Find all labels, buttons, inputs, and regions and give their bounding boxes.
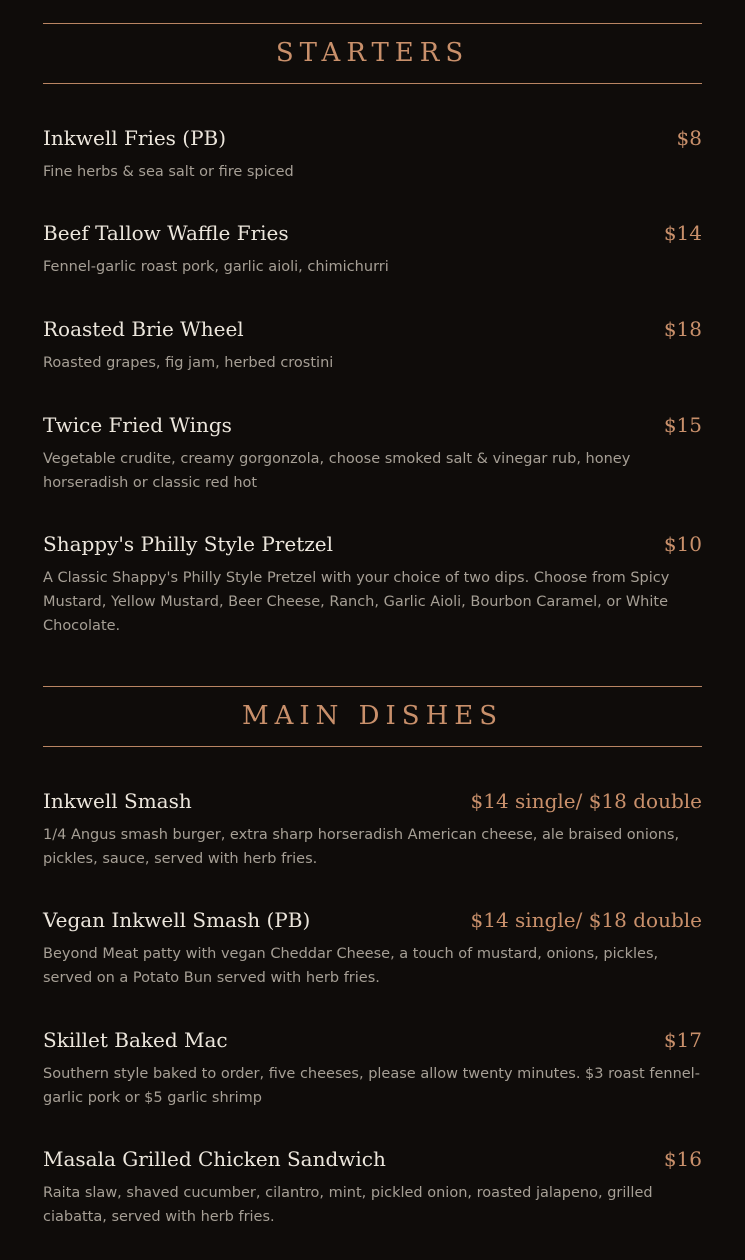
section-title: MAIN DISHES bbox=[241, 701, 504, 731]
item-price: $10 bbox=[663, 532, 702, 556]
section-header bbox=[43, 23, 702, 84]
item-price: $14 single/ $18 double bbox=[470, 908, 702, 932]
item-description: Vegetable crudite, creamy gorgonzola, choose smoked salt & vinegar rub, honey horseradish or classic red hot bbox=[43, 451, 631, 491]
item-name: Roasted Brie Wheel bbox=[43, 317, 244, 341]
item-description: Roasted grapes, fig jam, herbed crostini bbox=[43, 355, 334, 371]
item-name: Inkwell Smash bbox=[43, 789, 192, 813]
item-description: 1/4 Angus smash burger, extra sharp horseradish American cheese, ale braised onions, pickles, sauce, served with herb fries. bbox=[43, 827, 680, 867]
item-name: Beef Tallow Waffle Fries bbox=[43, 221, 289, 245]
item-price: $8 bbox=[676, 126, 702, 150]
item-price: $18 bbox=[663, 317, 702, 341]
section-title: STARTERS bbox=[275, 38, 470, 68]
item-description: Southern style baked to order, five cheeses, please allow twenty minutes. $3 roast fennel-garlic pork or $5 garlic shrimp bbox=[43, 1066, 700, 1106]
item-price: $17 bbox=[663, 1028, 702, 1052]
item-price: $14 bbox=[663, 221, 702, 245]
item-name: Shappy's Philly Style Pretzel bbox=[43, 532, 333, 556]
item-description: Raita slaw, shaved cucumber, cilantro, mint, pickled onion, roasted jalapeno, grilled ciabatta, served with herb fries. bbox=[43, 1185, 653, 1225]
item-description: Fennel-garlic roast pork, garlic aioli, chimichurri bbox=[43, 259, 389, 275]
item-description: Fine herbs & sea salt or fire spiced bbox=[43, 164, 294, 180]
item-price: $14 single/ $18 double bbox=[470, 789, 702, 813]
item-name: Vegan Inkwell Smash (PB) bbox=[43, 908, 311, 932]
item-name: Skillet Baked Mac bbox=[43, 1028, 228, 1052]
item-name: Masala Grilled Chicken Sandwich bbox=[43, 1147, 386, 1171]
section-header bbox=[43, 686, 702, 747]
item-description: Beyond Meat patty with vegan Cheddar Cheese, a touch of mustard, onions, pickles, served on a Potato Bun served with herb fries. bbox=[43, 946, 659, 986]
item-price: $16 bbox=[663, 1147, 702, 1171]
item-price: $15 bbox=[663, 413, 702, 437]
item-description: A Classic Shappy's Philly Style Pretzel with your choice of two dips. Choose from Spicy Mustard, Yellow Mustard, Beer Cheese, Ranch, Garlic Aioli, Bourbon Caramel, or White Chocolate. bbox=[43, 570, 670, 634]
item-name: Twice Fried Wings bbox=[43, 413, 232, 437]
item-name: Inkwell Fries (PB) bbox=[43, 126, 227, 150]
